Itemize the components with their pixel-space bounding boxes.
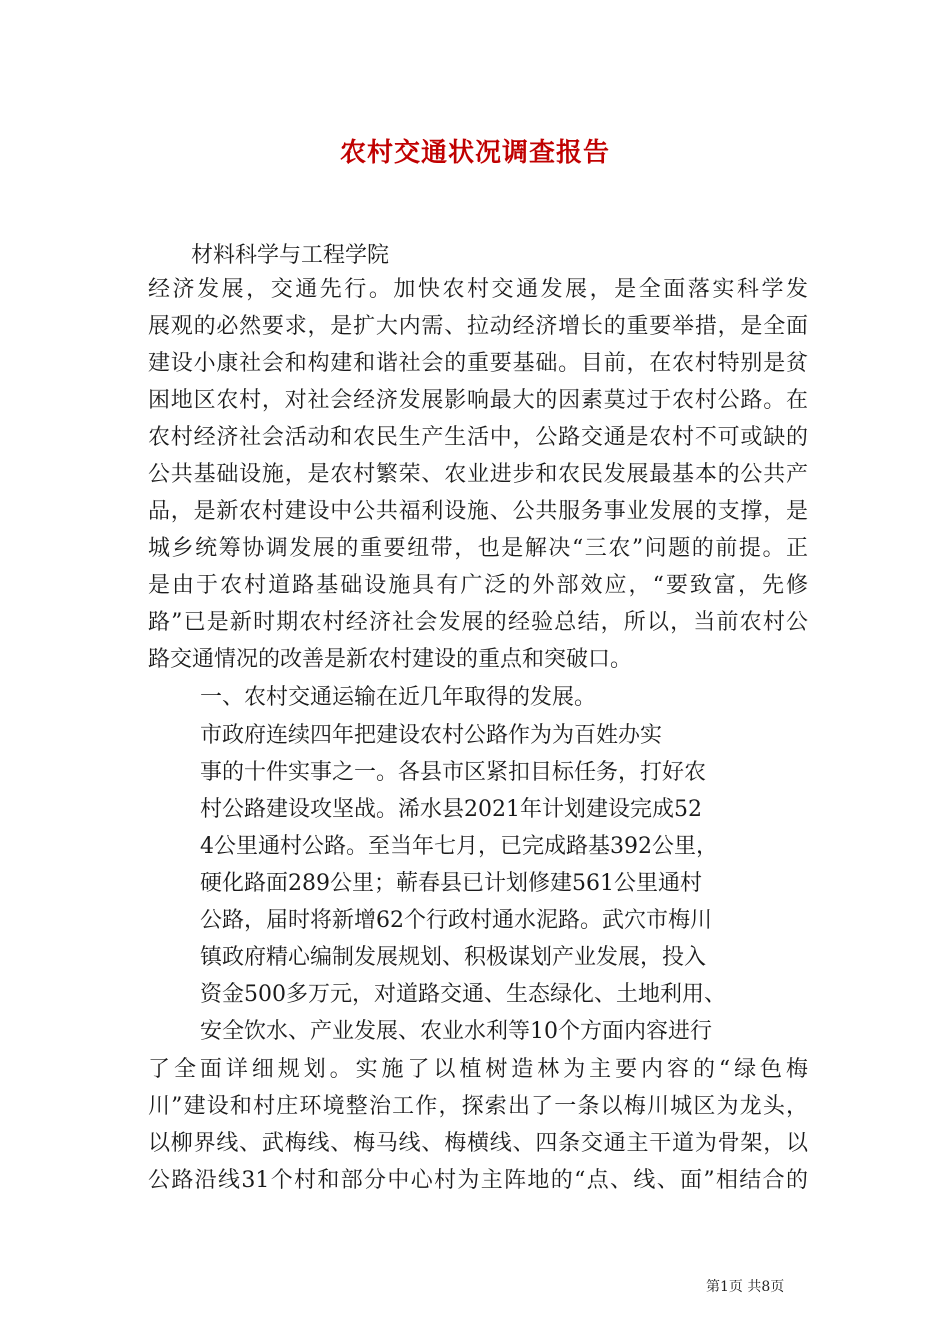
section1-heading: 一、农村交通运输在近几年取得的发展。 [200, 685, 597, 710]
paragraph2-line-8: 资金500多万元，对道路交通、生态绿化、土地利用、 [200, 982, 726, 1007]
paragraph1-line-2: 展观的必然要求，是扩大内需、拉动经济增长的重要举措，是全面 [148, 314, 808, 339]
paragraph1-line-7: 品，是新农村建设中公共福利设施、公共服务事业发展的支撑，是 [148, 499, 808, 524]
document-title: 农村交通状况调查报告 [339, 138, 610, 168]
paragraph2-line-6: 公路，届时将新增62个行政村通水泥路。武穴市梅川 [200, 908, 712, 933]
paragraph2-line-1: 市政府连续四年把建设农村公路作为为百姓办实 [200, 723, 663, 748]
paragraph1-line-9: 是由于农村道路基础设施具有广泛的外部效应，“要致富，先修 [148, 573, 808, 598]
paragraph1-line-5: 农村经济社会活动和农民生产生活中，公路交通是农村不可或缺的 [148, 425, 808, 450]
paragraph1-line-11: 路交通情况的改善是新农村建设的重点和突破口。 [148, 647, 633, 672]
paragraph2-line-2: 事的十件实事之一。各县市区紧扣目标任务，打好农 [200, 760, 707, 785]
paragraph1-line-1: 经济发展，交通先行。加快农村交通发展，是全面落实科学发 [148, 277, 808, 302]
paragraph1-line-3: 建设小康社会和构建和谐社会的重要基础。目前，在农村特别是贫 [148, 351, 808, 376]
paragraph2-line-4: 4公里通村公路。至当年七月，已完成路基392公里， [200, 834, 718, 859]
paragraph2-line-9: 安全饮水、产业发展、农业水利等10个方面内容进行 [200, 1019, 712, 1044]
paragraph1-line-8: 城乡统筹协调发展的重要纽带，也是解决“三农”问题的前提。正 [148, 536, 808, 561]
paragraph3-line-3: 以柳界线、武梅线、梅马线、梅横线、四条交通主干道为骨架，以 [148, 1131, 808, 1156]
paragraph2-line-7: 镇政府精心编制发展规划、积极谋划产业发展，投入 [200, 945, 707, 970]
paragraph3-line-1: 了全面详细规划。实施了以植树造林为主要内容的“绿色梅 [148, 1057, 808, 1082]
paragraph1-line-10: 路”已是新时期农村经济社会发展的经验总结，所以，当前农村公 [148, 610, 808, 635]
page-indicator: 第1页 共8页 [706, 1279, 785, 1295]
paragraph3-line-4: 公路沿线31个村和部分中心村为主阵地的“点、线、面”相结合的 [148, 1168, 808, 1193]
paragraph1-line-6: 公共基础设施，是农村繁荣、农业进步和农民发展最基本的公共产 [148, 462, 808, 487]
paragraph1-line-4: 困地区农村，对社会经济发展影响最大的因素莫过于农村公路。在 [148, 388, 808, 413]
paragraph2-line-5: 硬化路面289公里；蕲春县已计划修建561公里通村 [200, 871, 702, 896]
author-line: 材料科学与工程学院 [191, 243, 390, 268]
paragraph3-line-2: 川”建设和村庄环境整治工作，探索出了一条以梅川城区为龙头， [148, 1094, 808, 1119]
paragraph2-line-3: 村公路建设攻坚战。浠水县2021年计划建设完成52 [200, 797, 702, 822]
